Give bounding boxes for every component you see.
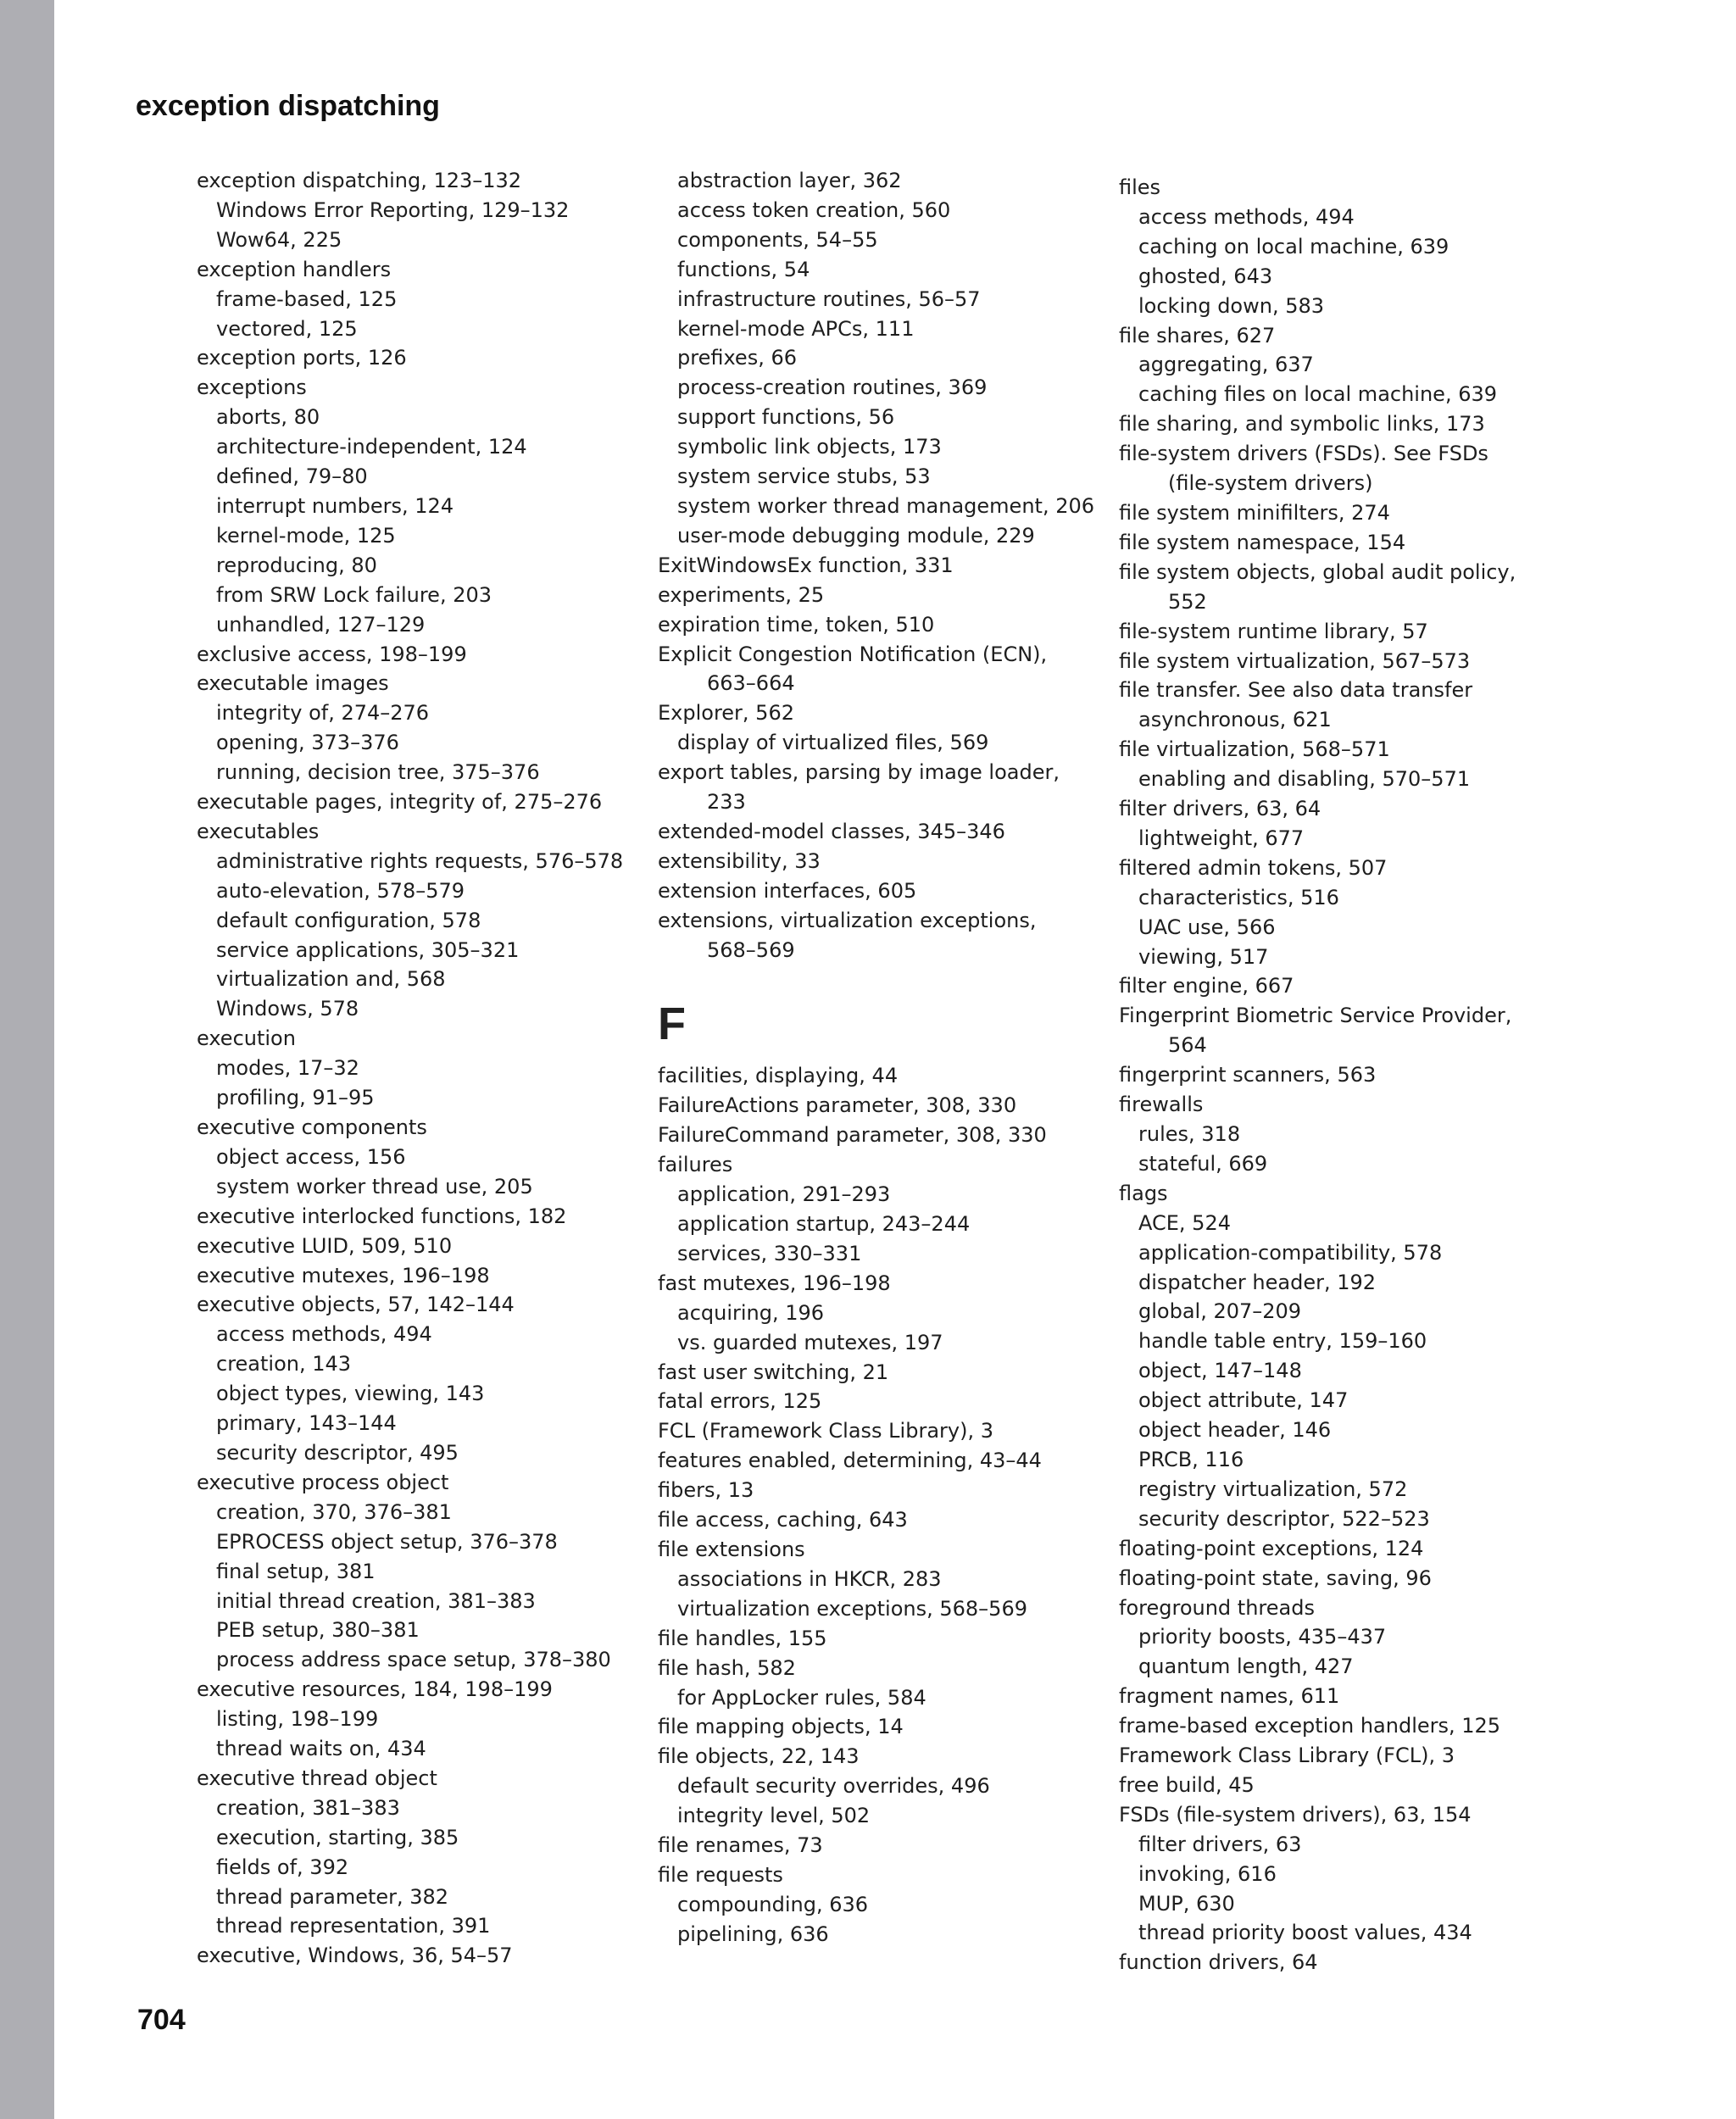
index-subentry: reproducing, 80 xyxy=(216,553,377,577)
index-entry-continuation: 233 xyxy=(707,790,746,815)
index-entry: fast user switching, 21 xyxy=(658,1360,889,1384)
index-entry: file system namespace, 154 xyxy=(1119,530,1406,554)
index-entry: export tables, parsing by image loader, xyxy=(658,760,1060,785)
index-subentry: modes, 17–32 xyxy=(216,1056,359,1081)
index-subentry: MUP, 630 xyxy=(1138,1891,1235,1916)
index-subentry: aborts, 80 xyxy=(216,405,320,430)
index-subentry: EPROCESS object setup, 376–378 xyxy=(216,1529,558,1554)
index-subentry: viewing, 517 xyxy=(1138,944,1269,969)
index-subentry: final setup, 381 xyxy=(216,1559,376,1583)
index-entry: executive objects, 57, 142–144 xyxy=(197,1293,515,1317)
index-subentry: object types, viewing, 143 xyxy=(216,1382,485,1406)
index-entry: FailureActions parameter, 308, 330 xyxy=(658,1093,1017,1118)
index-subentry: object access, 156 xyxy=(216,1144,406,1169)
index-entry: Explorer, 562 xyxy=(658,701,794,726)
index-entry: fatal errors, 125 xyxy=(658,1389,822,1414)
index-entry: executables xyxy=(197,819,320,843)
index-subentry: symbolic link objects, 173 xyxy=(677,435,942,459)
index-subentry: Wow64, 225 xyxy=(216,227,342,252)
index-entry: file renames, 73 xyxy=(658,1833,823,1858)
index-subentry: vs. guarded mutexes, 197 xyxy=(677,1330,943,1354)
index-entry: executive, Windows, 36, 54–57 xyxy=(197,1944,513,1968)
index-entry: executive thread object xyxy=(197,1766,437,1790)
index-subentry: running, decision tree, 375–376 xyxy=(216,760,540,785)
index-entry: floating-point exceptions, 124 xyxy=(1119,1536,1424,1560)
index-entry: executive process object xyxy=(197,1470,449,1494)
index-subentry: system worker thread use, 205 xyxy=(216,1174,533,1199)
index-subentry: infrastructure routines, 56–57 xyxy=(677,286,981,311)
index-subentry: execution, starting, 385 xyxy=(216,1825,459,1849)
index-entry: FailureCommand parameter, 308, 330 xyxy=(658,1123,1047,1148)
index-entry: executable pages, integrity of, 275–276 xyxy=(197,790,603,815)
index-subentry: Windows, 578 xyxy=(216,997,359,1021)
index-subentry: aggregating, 637 xyxy=(1138,353,1314,377)
index-subentry: support functions, 56 xyxy=(677,405,895,430)
index-entry: extensions, virtualization exceptions, xyxy=(658,908,1037,932)
index-entry: file-system runtime library, 57 xyxy=(1119,619,1428,643)
index-entry: executable images xyxy=(197,671,389,696)
section-letter: F xyxy=(658,998,686,1050)
index-entry: filtered admin tokens, 507 xyxy=(1119,855,1388,880)
index-subentry: security descriptor, 522–523 xyxy=(1138,1506,1430,1531)
index-entry: fibers, 13 xyxy=(658,1478,754,1503)
index-entry: file shares, 627 xyxy=(1119,323,1276,348)
index-entry: file system virtualization, 567–573 xyxy=(1119,648,1471,673)
index-entry: failures xyxy=(658,1153,733,1177)
index-subentry: default configuration, 578 xyxy=(216,908,481,932)
index-entry: executive mutexes, 196–198 xyxy=(197,1263,490,1288)
index-entry: filter engine, 667 xyxy=(1119,974,1294,998)
index-subentry: Windows Error Reporting, 129–132 xyxy=(216,197,570,222)
index-entry: file objects, 22, 143 xyxy=(658,1744,860,1769)
index-subentry: vectored, 125 xyxy=(216,316,358,341)
index-subentry: kernel-mode, 125 xyxy=(216,523,396,548)
index-entry-continuation: (file-system drivers) xyxy=(1168,471,1373,496)
index-subentry: UAC use, 566 xyxy=(1138,915,1276,939)
index-subentry: for AppLocker rules, 584 xyxy=(677,1685,926,1710)
index-entry: file mapping objects, 14 xyxy=(658,1715,904,1739)
index-entry: extensibility, 33 xyxy=(658,848,821,873)
index-subentry: thread parameter, 382 xyxy=(216,1884,449,1909)
index-entry: free build, 45 xyxy=(1119,1772,1255,1797)
index-entry: exceptions xyxy=(197,375,307,400)
index-subentry: stateful, 669 xyxy=(1138,1151,1268,1176)
page-number: 704 xyxy=(137,2004,186,2036)
index-subentry: pipelining, 636 xyxy=(677,1922,829,1946)
index-subentry: frame-based, 125 xyxy=(216,286,398,311)
index-entry: expiration time, token, 510 xyxy=(658,612,935,637)
index-entry: features enabled, determining, 43–44 xyxy=(658,1449,1042,1473)
index-subentry: prefixes, 66 xyxy=(677,346,797,370)
index-subentry: initial thread creation, 381–383 xyxy=(216,1588,536,1613)
index-subentry: services, 330–331 xyxy=(677,1241,862,1265)
index-subentry: compounding, 636 xyxy=(677,1892,869,1916)
index-entry: executive LUID, 509, 510 xyxy=(197,1233,453,1258)
index-subentry: architecture-independent, 124 xyxy=(216,435,527,459)
index-entry: fast mutexes, 196–198 xyxy=(658,1271,891,1295)
page-edge-tab xyxy=(0,0,54,2119)
index-subentry: PEB setup, 380–381 xyxy=(216,1618,420,1643)
index-subentry: associations in HKCR, 283 xyxy=(677,1566,942,1591)
index-subentry: opening, 373–376 xyxy=(216,731,399,755)
index-entry: frame-based exception handlers, 125 xyxy=(1119,1714,1501,1738)
index-subentry: invoking, 616 xyxy=(1138,1861,1277,1886)
index-entry: floating-point state, saving, 96 xyxy=(1119,1566,1432,1590)
index-column-3 xyxy=(1119,173,1594,1977)
index-subentry: acquiring, 196 xyxy=(677,1300,825,1325)
index-entry: executive interlocked functions, 182 xyxy=(197,1204,567,1228)
index-entry: exception dispatching, 123–132 xyxy=(197,169,522,192)
index-entry: ExitWindowsEx function, 331 xyxy=(658,553,954,577)
index-entry: Framework Class Library (FCL), 3 xyxy=(1119,1744,1455,1768)
index-entry: foreground threads xyxy=(1119,1595,1315,1620)
index-subentry: display of virtualized files, 569 xyxy=(677,731,989,755)
index-subentry: integrity level, 502 xyxy=(677,1804,871,1828)
index-column-2 xyxy=(658,166,1099,1949)
index-column-1 xyxy=(197,166,624,1971)
index-entry: execution xyxy=(197,1026,296,1051)
index-entry: extended-model classes, 345–346 xyxy=(658,819,1005,843)
index-subentry: system worker thread management, 206 xyxy=(677,493,1095,518)
index-subentry: listing, 198–199 xyxy=(216,1707,379,1732)
index-subentry: functions, 54 xyxy=(677,257,810,281)
index-entry: executive resources, 184, 198–199 xyxy=(197,1677,553,1702)
index-entry: file system minifilters, 274 xyxy=(1119,500,1390,525)
index-subentry: creation, 370, 376–381 xyxy=(216,1499,452,1524)
index-subentry: characteristics, 516 xyxy=(1138,885,1339,909)
index-subentry: thread waits on, 434 xyxy=(216,1737,426,1761)
index-entry: fingerprint scanners, 563 xyxy=(1119,1063,1377,1087)
index-subentry: system service stubs, 53 xyxy=(677,464,931,489)
index-entry: file access, caching, 643 xyxy=(658,1508,908,1532)
index-entry: file sharing, and symbolic links, 173 xyxy=(1119,412,1485,437)
index-subentry: creation, 143 xyxy=(216,1352,352,1377)
running-head: exception dispatching xyxy=(136,90,440,122)
index-subentry: components, 54–55 xyxy=(677,227,878,252)
index-subentry: thread priority boost values, 434 xyxy=(1138,1921,1472,1945)
index-subentry: profiling, 91–95 xyxy=(216,1086,375,1110)
index-subentry: dispatcher header, 192 xyxy=(1138,1270,1377,1294)
index-subentry: ACE, 524 xyxy=(1138,1210,1231,1235)
index-subentry: primary, 143–144 xyxy=(216,1411,397,1436)
index-entry: file-system drivers (FSDs). See FSDs xyxy=(1119,442,1488,466)
index-subentry: user-mode debugging module, 229 xyxy=(677,523,1035,548)
index-subentry: kernel-mode APCs, 111 xyxy=(677,316,915,341)
index-subentry: integrity of, 274–276 xyxy=(216,701,430,726)
index-subentry: priority boosts, 435–437 xyxy=(1138,1625,1387,1649)
index-entry: extension interfaces, 605 xyxy=(658,878,917,903)
index-subentry: access methods, 494 xyxy=(1138,204,1355,229)
index-entry: Explicit Congestion Notification (ECN), xyxy=(658,642,1048,666)
index-subentry: rules, 318 xyxy=(1138,1122,1241,1146)
index-entry: files xyxy=(1119,175,1161,199)
index-entry: file transfer. See also data transfer xyxy=(1119,678,1473,703)
index-subentry: default security overrides, 496 xyxy=(677,1774,990,1799)
index-subentry: filter drivers, 63 xyxy=(1138,1832,1302,1856)
index-subentry: abstraction layer, 362 xyxy=(677,169,902,192)
index-subentry: unhandled, 127–129 xyxy=(216,612,426,637)
index-subentry: from SRW Lock failure, 203 xyxy=(216,582,492,607)
index-subentry: virtualization and, 568 xyxy=(216,967,446,992)
index-subentry: lightweight, 677 xyxy=(1138,826,1305,850)
index-entry-continuation: 568–569 xyxy=(707,937,795,962)
index-subentry: registry virtualization, 572 xyxy=(1138,1477,1408,1501)
index-subentry: access methods, 494 xyxy=(216,1322,432,1347)
index-entry: facilities, displaying, 44 xyxy=(658,1064,899,1088)
index-subentry: thread representation, 391 xyxy=(216,1914,491,1938)
index-subentry: caching on local machine, 639 xyxy=(1138,234,1449,259)
index-subentry: application, 291–293 xyxy=(677,1182,891,1207)
index-entry: file virtualization, 568–571 xyxy=(1119,737,1390,762)
index-subentry: application startup, 243–244 xyxy=(677,1212,971,1236)
index-entry: file hash, 582 xyxy=(658,1655,796,1680)
index-subentry: process-creation routines, 369 xyxy=(677,375,988,400)
index-subentry: object attribute, 147 xyxy=(1138,1388,1349,1413)
index-subentry: virtualization exceptions, 568–569 xyxy=(677,1596,1027,1621)
index-entry: firewalls xyxy=(1119,1093,1204,1117)
index-entry: filter drivers, 63, 64 xyxy=(1119,797,1321,821)
index-subentry: object header, 146 xyxy=(1138,1418,1332,1443)
index-subentry: process address space setup, 378–380 xyxy=(216,1648,611,1672)
index-subentry: enabling and disabling, 570–571 xyxy=(1138,767,1471,792)
index-entry: fragment names, 611 xyxy=(1119,1684,1340,1709)
index-entry: Fingerprint Biometric Service Provider, xyxy=(1119,1004,1512,1028)
index-subentry: locking down, 583 xyxy=(1138,293,1325,318)
index-entry: exclusive access, 198–199 xyxy=(197,642,467,666)
index-subentry: access token creation, 560 xyxy=(677,197,951,222)
index-entry: FCL (Framework Class Library), 3 xyxy=(658,1419,993,1443)
index-entry: experiments, 25 xyxy=(658,582,825,607)
index-subentry: interrupt numbers, 124 xyxy=(216,493,454,518)
index-entry: file handles, 155 xyxy=(658,1626,827,1650)
index-subentry: creation, 381–383 xyxy=(216,1795,400,1820)
index-entry: exception handlers xyxy=(197,257,392,281)
index-subentry: application-compatibility, 578 xyxy=(1138,1240,1443,1265)
index-entry: file requests xyxy=(658,1862,783,1887)
index-subentry: quantum length, 427 xyxy=(1138,1655,1354,1679)
index-subentry: caching files on local machine, 639 xyxy=(1138,382,1498,407)
index-entry: flags xyxy=(1119,1181,1168,1205)
index-entry: FSDs (file-system drivers), 63, 154 xyxy=(1119,1802,1472,1827)
index-entry-continuation: 663–664 xyxy=(707,671,795,696)
index-subentry: global, 207–209 xyxy=(1138,1299,1302,1324)
index-entry: exception ports, 126 xyxy=(197,346,407,370)
index-entry: file extensions xyxy=(658,1537,805,1561)
index-subentry: object, 147–148 xyxy=(1138,1359,1302,1383)
index-subentry: auto-elevation, 578–579 xyxy=(216,878,465,903)
index-entry: executive components xyxy=(197,1115,427,1139)
index-subentry: fields of, 392 xyxy=(216,1855,349,1879)
index-subentry: PRCB, 116 xyxy=(1138,1447,1244,1471)
index-subentry: security descriptor, 495 xyxy=(216,1440,459,1465)
index-subentry: handle table entry, 159–160 xyxy=(1138,1329,1427,1354)
index-subentry: service applications, 305–321 xyxy=(216,937,520,962)
index-entry-continuation: 564 xyxy=(1168,1033,1207,1058)
index-entry-continuation: 552 xyxy=(1168,589,1207,614)
index-entry: file system objects, global audit policy, xyxy=(1119,559,1516,584)
index-entry: function drivers, 64 xyxy=(1119,1950,1318,1975)
index-subentry: ghosted, 643 xyxy=(1138,264,1273,288)
index-subentry: administrative rights requests, 576–578 xyxy=(216,848,624,873)
index-subentry: asynchronous, 621 xyxy=(1138,708,1332,732)
index-subentry: defined, 79–80 xyxy=(216,464,368,489)
